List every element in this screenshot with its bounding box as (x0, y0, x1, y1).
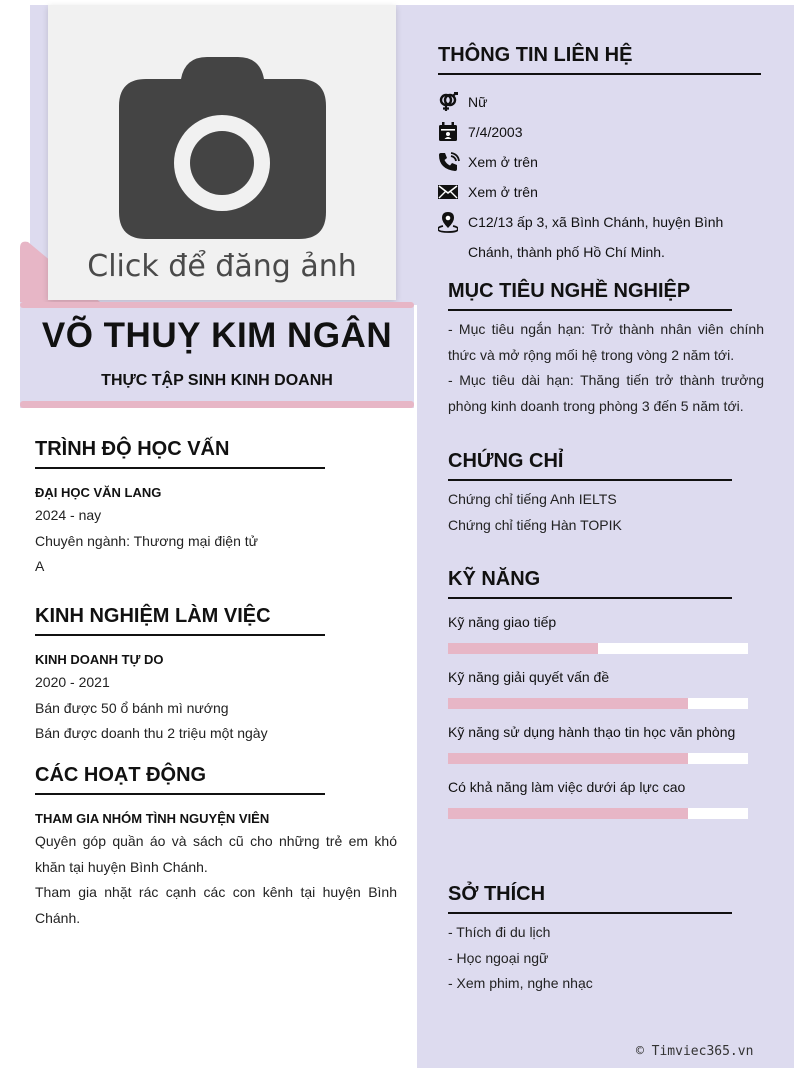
skills-heading: KỸ NĂNG (448, 568, 732, 599)
skill-item (448, 666, 748, 709)
contact-gender (438, 87, 761, 117)
skill-bar-fill (448, 643, 598, 654)
gender-value: Nữ (468, 94, 488, 110)
contact-section (438, 44, 761, 267)
band-top-line (20, 302, 414, 308)
hobbies-heading: SỞ THÍCH (448, 883, 732, 914)
certificates-section (448, 450, 732, 538)
hobby-item: - Xem phim, nghe nhạc (448, 975, 593, 991)
phone-icon (438, 147, 468, 177)
address-value: C12/13 ấp 3, xã Bình Chánh, huyện Bình Chánh, thành phố Hồ Chí Minh. (468, 214, 724, 260)
experience-line: Bán được doanh thu 2 triệu một ngày (35, 725, 268, 741)
email-icon (438, 177, 468, 207)
skills-list (448, 611, 748, 819)
certificates-heading: CHỨNG CHỈ (448, 450, 732, 481)
certificate-item: Chứng chỉ tiếng Anh IELTS (448, 491, 617, 507)
education-heading: TRÌNH ĐỘ HỌC VẤN (35, 438, 325, 469)
photo-upload-box[interactable] (48, 5, 396, 300)
certificate-item: Chứng chỉ tiếng Hàn TOPIK (448, 516, 622, 533)
job-title: THỰC TẬP SINH KINH DOANH (101, 372, 333, 389)
hobby-item: - Thích đi du lịch (448, 924, 551, 940)
camera-icon (119, 57, 326, 239)
objective-section (448, 280, 764, 419)
activity-line: Quyên góp quần áo và sách cũ cho những trẻ em khó khăn tại huyện Bình Chánh. (35, 833, 397, 875)
education-grade: A (35, 558, 45, 574)
skill-label: Có khả năng làm việc dưới áp lực cao (448, 779, 686, 795)
contact-email (438, 177, 761, 207)
hobby-item: - Học ngoại ngữ (448, 949, 549, 966)
name-band (20, 302, 414, 408)
education-section (35, 438, 325, 580)
skill-item (448, 611, 748, 654)
school-name: ĐẠI HỌC VĂN LANG (35, 485, 162, 500)
skill-item (448, 776, 748, 819)
objective-short-term: - Mục tiêu ngắn hạn: Trở thành nhân viên chính thức và mở rộng mối hệ trong vòng 2 năm tới. (448, 321, 764, 363)
contact-address (438, 207, 761, 267)
education-major: Chuyên ngành: Thương mại điện tử (35, 532, 259, 549)
calendar-icon (438, 117, 468, 147)
activity-line: Tham gia nhặt rác cạnh các con kênh tại huyện Bình Chánh. (35, 884, 397, 926)
band-bottom-line (20, 401, 414, 408)
skills-section (448, 568, 748, 819)
company-name: KINH DOANH TỰ DO (35, 652, 164, 667)
skill-bar (448, 808, 748, 819)
skill-label: Kỹ năng giải quyết vấn đề (448, 669, 610, 685)
contact-heading: THÔNG TIN LIÊN HỆ (438, 44, 761, 75)
experience-section (35, 605, 325, 747)
skill-bar-fill (448, 753, 688, 764)
hobbies-section (448, 883, 732, 997)
education-period: 2024 - nay (35, 507, 102, 523)
activity-org: THAM GIA NHÓM TÌNH NGUYỆN VIÊN (35, 811, 270, 826)
skill-bar (448, 643, 748, 654)
phone-value: Xem ở trên (468, 154, 538, 170)
activities-heading: CÁC HOẠT ĐỘNG (35, 764, 325, 795)
skill-label: Kỹ năng giao tiếp (448, 614, 557, 630)
experience-period: 2020 - 2021 (35, 674, 110, 690)
contact-birthday (438, 117, 761, 147)
skill-bar-fill (448, 808, 688, 819)
skill-bar-fill (448, 698, 688, 709)
skill-bar (448, 753, 748, 764)
experience-heading: KINH NGHIỆM LÀM VIỆC (35, 605, 325, 636)
full-name: VÕ THUỴ KIM NGÂN (41, 316, 393, 355)
photo-caption: Click để đăng ảnh (87, 249, 357, 284)
contact-phone (438, 147, 761, 177)
objective-long-term: - Mục tiêu dài hạn: Thăng tiến trở thành trưởng phòng kinh doanh trong phòng 3 đến 5 năm tới. (448, 372, 764, 414)
skill-bar (448, 698, 748, 709)
skill-item (448, 721, 748, 764)
location-pin-icon (438, 207, 468, 237)
birthday-value: 7/4/2003 (468, 124, 523, 140)
gender-icon (438, 87, 468, 117)
footer-credit: © Timviec365.vn (636, 1044, 754, 1059)
experience-line: Bán được 50 ổ bánh mì nướng (35, 699, 229, 716)
objective-heading: MỤC TIÊU NGHỀ NGHIỆP (448, 280, 732, 311)
activities-section (35, 764, 397, 931)
email-value: Xem ở trên (468, 184, 538, 200)
skill-label: Kỹ năng sử dụng hành thạo tin học văn phòng (448, 724, 736, 740)
